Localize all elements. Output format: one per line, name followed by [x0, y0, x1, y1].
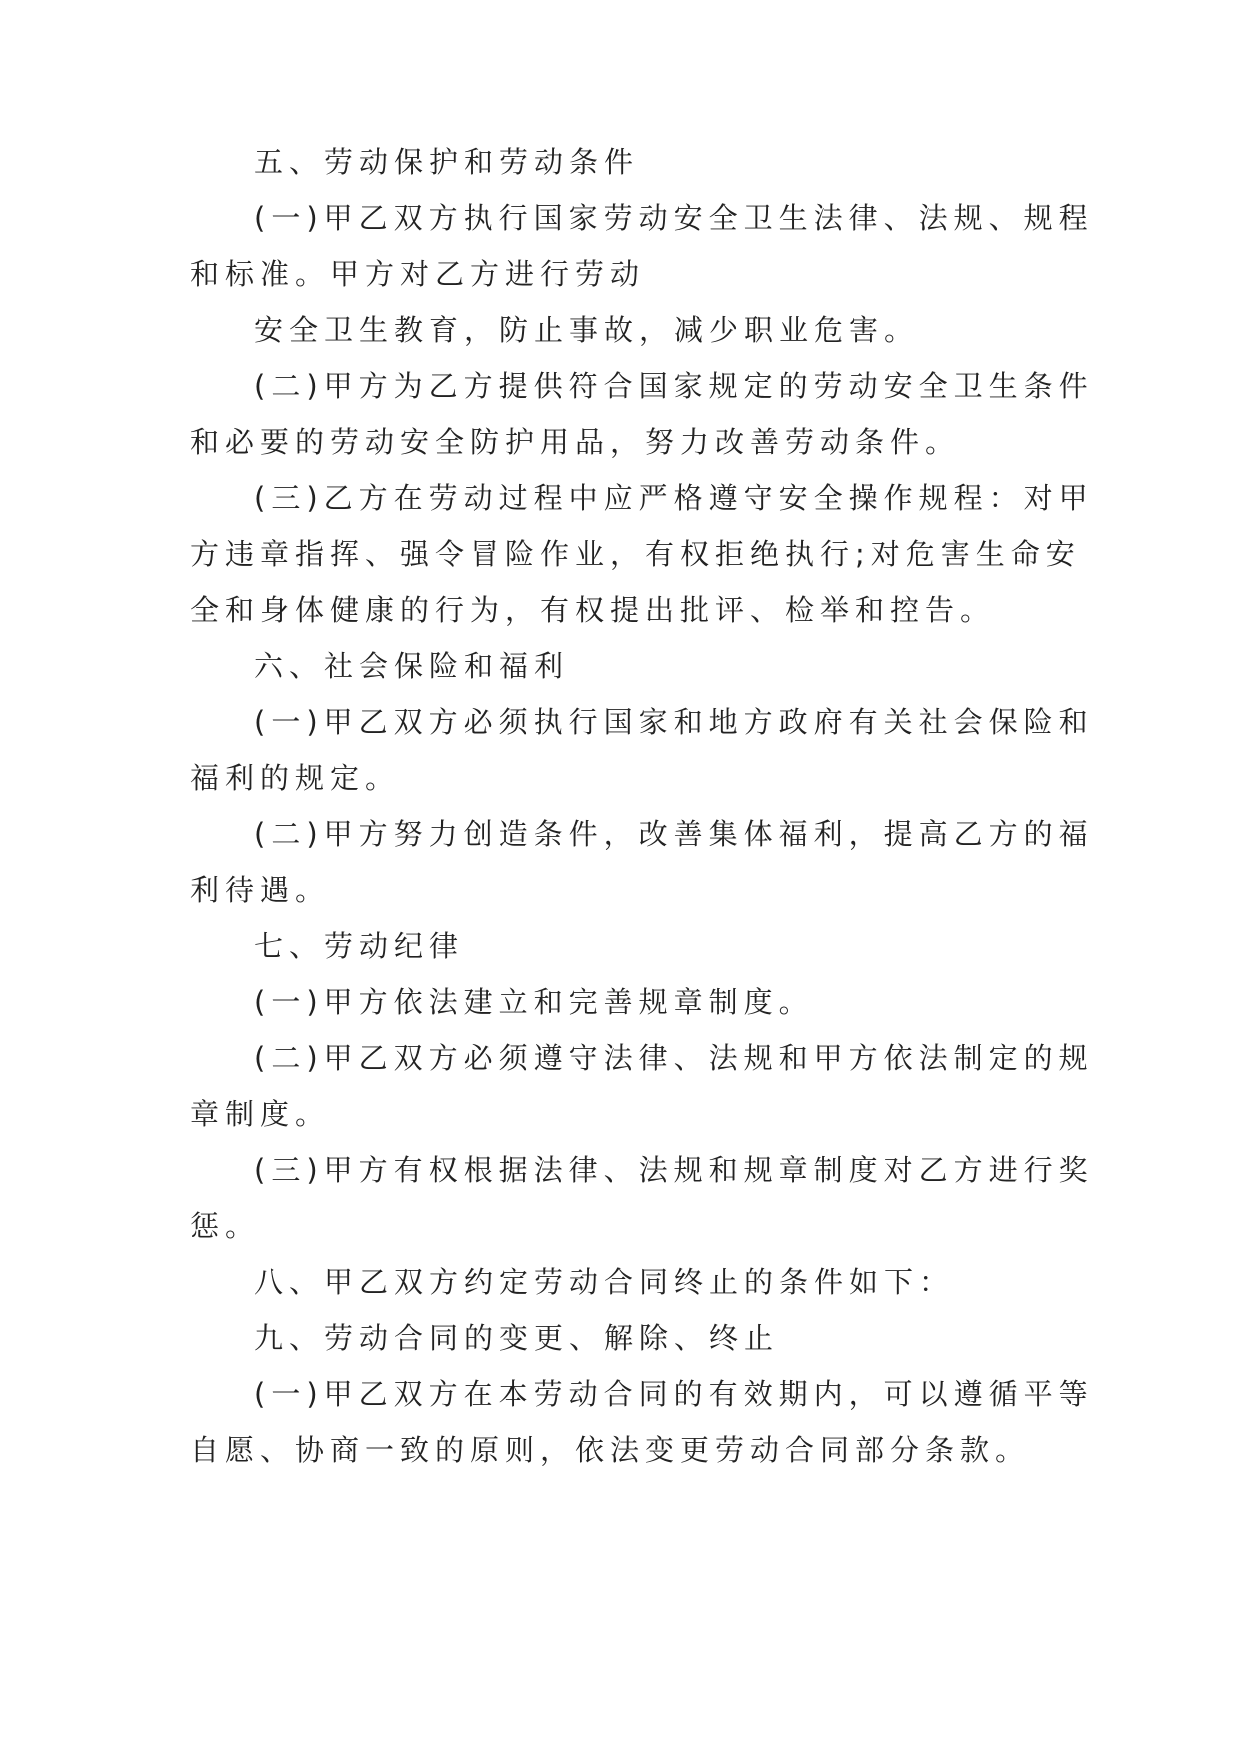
paragraph-line: 自愿、协商一致的原则，依法变更劳动合同部分条款。 [190, 1433, 1031, 1467]
paragraph-line: (二)甲乙双方必须遵守法律、法规和甲方依法制定的规 [254, 1041, 1094, 1075]
paragraph-line: (一)甲乙双方必须执行国家和地方政府有关社会保险和 [254, 705, 1094, 739]
paragraph-line: 惩。 [190, 1209, 261, 1243]
paragraph-line: 安全卫生教育，防止事故，减少职业危害。 [254, 313, 920, 347]
section-heading-5: 五、劳动保护和劳动条件 [254, 145, 640, 179]
paragraph-line: 福利的规定。 [190, 761, 401, 795]
paragraph-line: (一)甲乙双方执行国家劳动安全卫生法律、法规、规程 [254, 201, 1094, 235]
paragraph-line: (三)乙方在劳动过程中应严格遵守安全操作规程：对甲 [254, 481, 1094, 515]
paragraph-line: (三)甲方有权根据法律、法规和规章制度对乙方进行奖 [254, 1153, 1094, 1187]
paragraph-line: (二)甲方努力创造条件，改善集体福利，提高乙方的福 [254, 817, 1094, 851]
section-heading-8: 八、甲乙双方约定劳动合同终止的条件如下： [254, 1265, 955, 1299]
paragraph-line: 全和身体健康的行为，有权提出批评、检举和控告。 [190, 593, 996, 627]
paragraph-line: (一)甲乙双方在本劳动合同的有效期内，可以遵循平等 [254, 1377, 1094, 1411]
section-heading-9: 九、劳动合同的变更、解除、终止 [254, 1321, 780, 1355]
paragraph-line: 和必要的劳动安全防护用品，努力改善劳动条件。 [190, 425, 961, 459]
paragraph-line: 章制度。 [190, 1097, 331, 1131]
section-heading-7: 七、劳动纪律 [254, 929, 465, 963]
paragraph-line: (二)甲方为乙方提供符合国家规定的劳动安全卫生条件 [254, 369, 1094, 403]
paragraph-line: (一)甲方依法建立和完善规章制度。 [254, 985, 814, 1019]
paragraph-line: 利待遇。 [190, 873, 331, 907]
paragraph-line: 和标准。甲方对乙方进行劳动 [190, 257, 646, 291]
section-heading-6: 六、社会保险和福利 [254, 649, 570, 683]
paragraph-line: 方违章指挥、强令冒险作业，有权拒绝执行;对危害生命安 [190, 537, 1081, 571]
